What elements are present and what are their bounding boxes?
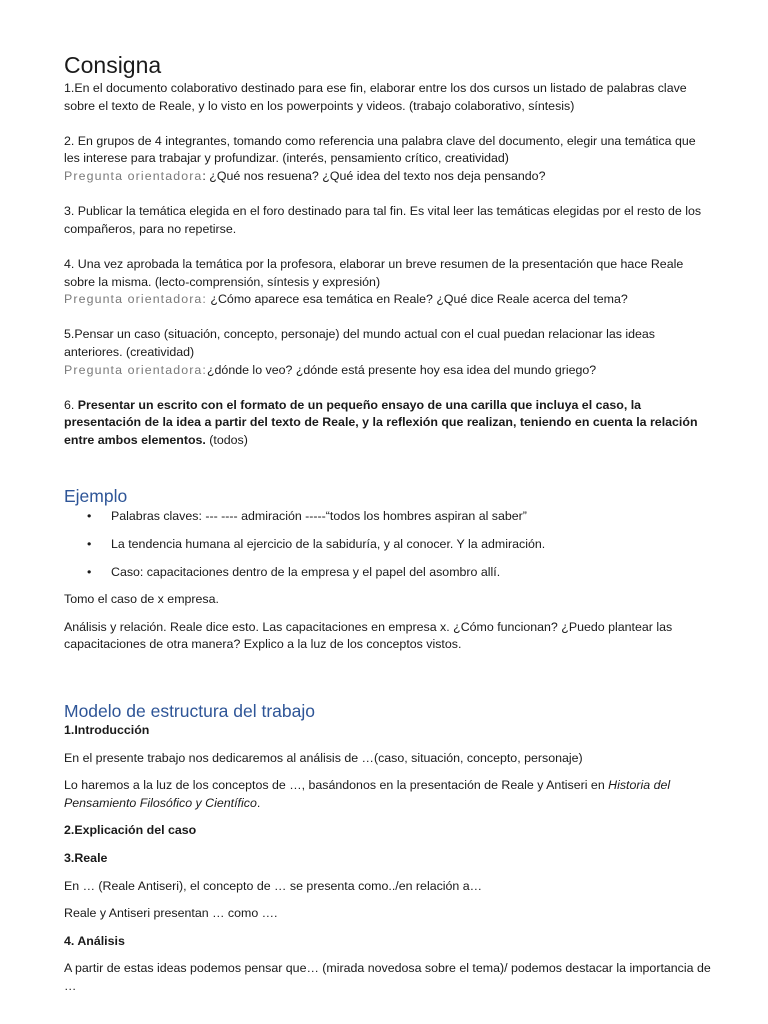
consigna-item-2-question: [64, 168, 712, 186]
consigna-item-3: 3. Publicar la temática elegida en el foro destinado para tal fin. Es vital leer las temáticas elegidas por el resto de los compañeros, para no repetirse.: [64, 204, 702, 236]
book-title: Historia del Pensamiento Filosófico y Científico: [64, 778, 671, 810]
reale-paragraph-2: Reale y Antiseri presentan … como ….: [64, 906, 278, 921]
ejemplo-title: Ejemplo: [64, 486, 128, 507]
consigna-item-5: 5.Pensar un caso (situación, concepto, personaje) del mundo actual con el cual puedan relacionar las ideas anteriores. (creatividad): [64, 327, 655, 359]
consigna-item-5-question: [64, 362, 712, 380]
guiding-question-label: Pregunta orientadora:: [64, 362, 207, 377]
item-6-tail: (todos): [205, 432, 248, 447]
document-page: [64, 50, 712, 996]
ejemplo-paragraph-1: Tomo el caso de x empresa.: [64, 592, 219, 607]
ejemplo-bullet-list: [64, 508, 712, 581]
section-heading-explicacion: 2.Explicación del caso: [64, 823, 197, 838]
guiding-question-label: Pregunta orientadora:: [64, 292, 207, 307]
section-heading-analisis: 4. Análisis: [64, 933, 125, 948]
bullet-icon: •: [87, 509, 92, 524]
analisis-paragraph-1: A partir de estas ideas podemos pensar que… (mirada novedosa sobre el tema)/ podemos destacar la importancia de …: [64, 961, 711, 993]
item-6-number: 6.: [64, 397, 78, 412]
introduccion-paragraph-2: Lo haremos a la luz de los conceptos de …, basándonos en la presentación de Reale y Antiseri en Historia del Pensamiento Filosófico y Científico.: [64, 778, 671, 810]
bullet-icon: •: [87, 564, 92, 579]
guiding-question-text: ¿Cómo aparece esa temática en Reale? ¿Qué dice Reale acerca del tema?: [206, 292, 628, 307]
consigna-item-2: 2. En grupos de 4 integrantes, tomando como referencia una palabra clave del documento, elegir una temática que les interese para trabajar y profundizar. (interés, pensamiento crítico, creatividad): [64, 133, 696, 166]
list-item: • Palabras claves: --- ---- admiración -----“todos los hombres aspiran al saber”: [64, 508, 712, 526]
item-6-bold-text: Presentar un escrito con el formato de un pequeño ensayo de una carilla que incluya el caso, la presentación de la idea a partir del texto de Reale, y la reflexión que realizan, teniendo en cuenta la relación entre ambos elementos.: [64, 397, 698, 447]
guiding-question-text: : ¿Qué nos resuena? ¿Qué idea del texto nos deja pensando?: [202, 168, 546, 183]
list-item: • Caso: capacitaciones dentro de la empresa y el papel del asombro allí.: [64, 564, 712, 582]
ejemplo-paragraph-2: Análisis y relación. Reale dice esto. Las capacitaciones en empresa x. ¿Cómo funcionan? ¿Puedo plantear las capacitaciones de otra manera? Explico a la luz de los conceptos vistos.: [64, 619, 673, 652]
consigna-item-1: 1.En el documento colaborativo destinado para ese fin, elaborar entre los dos cursos un listado de palabras clave sobre el texto de Reale, y lo visto en los powerpoints y videos. (trabajo colaborativo, síntesis): [64, 81, 687, 113]
reale-paragraph-1: En … (Reale Antiseri), el concepto de … se presenta como../en relación a…: [64, 878, 483, 893]
consigna-item-6: [64, 397, 712, 450]
section-heading-reale: 3.Reale: [64, 851, 108, 865]
guiding-question-text: ¿dónde lo veo? ¿dónde está presente hoy esa idea del mundo griego?: [206, 362, 597, 377]
bullet-icon: •: [87, 537, 92, 552]
section-heading-introduccion: 1.Introducción: [64, 723, 150, 738]
modelo-title: Modelo de estructura del trabajo: [64, 701, 315, 722]
consigna-item-4-question: [64, 291, 712, 309]
guiding-question-label: Pregunta orientadora: [64, 168, 203, 183]
consigna-title: Consigna: [64, 52, 162, 78]
introduccion-paragraph-1: En el presente trabajo nos dedicaremos al análisis de …(caso, situación, concepto, personaje): [64, 750, 583, 765]
list-item: • La tendencia humana al ejercicio de la sabiduría, y al conocer. Y la admiración.: [64, 536, 712, 554]
consigna-item-4: 4. Una vez aprobada la temática por la profesora, elaborar un breve resumen de la presentación que hace Reale sobre la misma. (lecto-comprensión, síntesis y expresión): [64, 256, 684, 289]
